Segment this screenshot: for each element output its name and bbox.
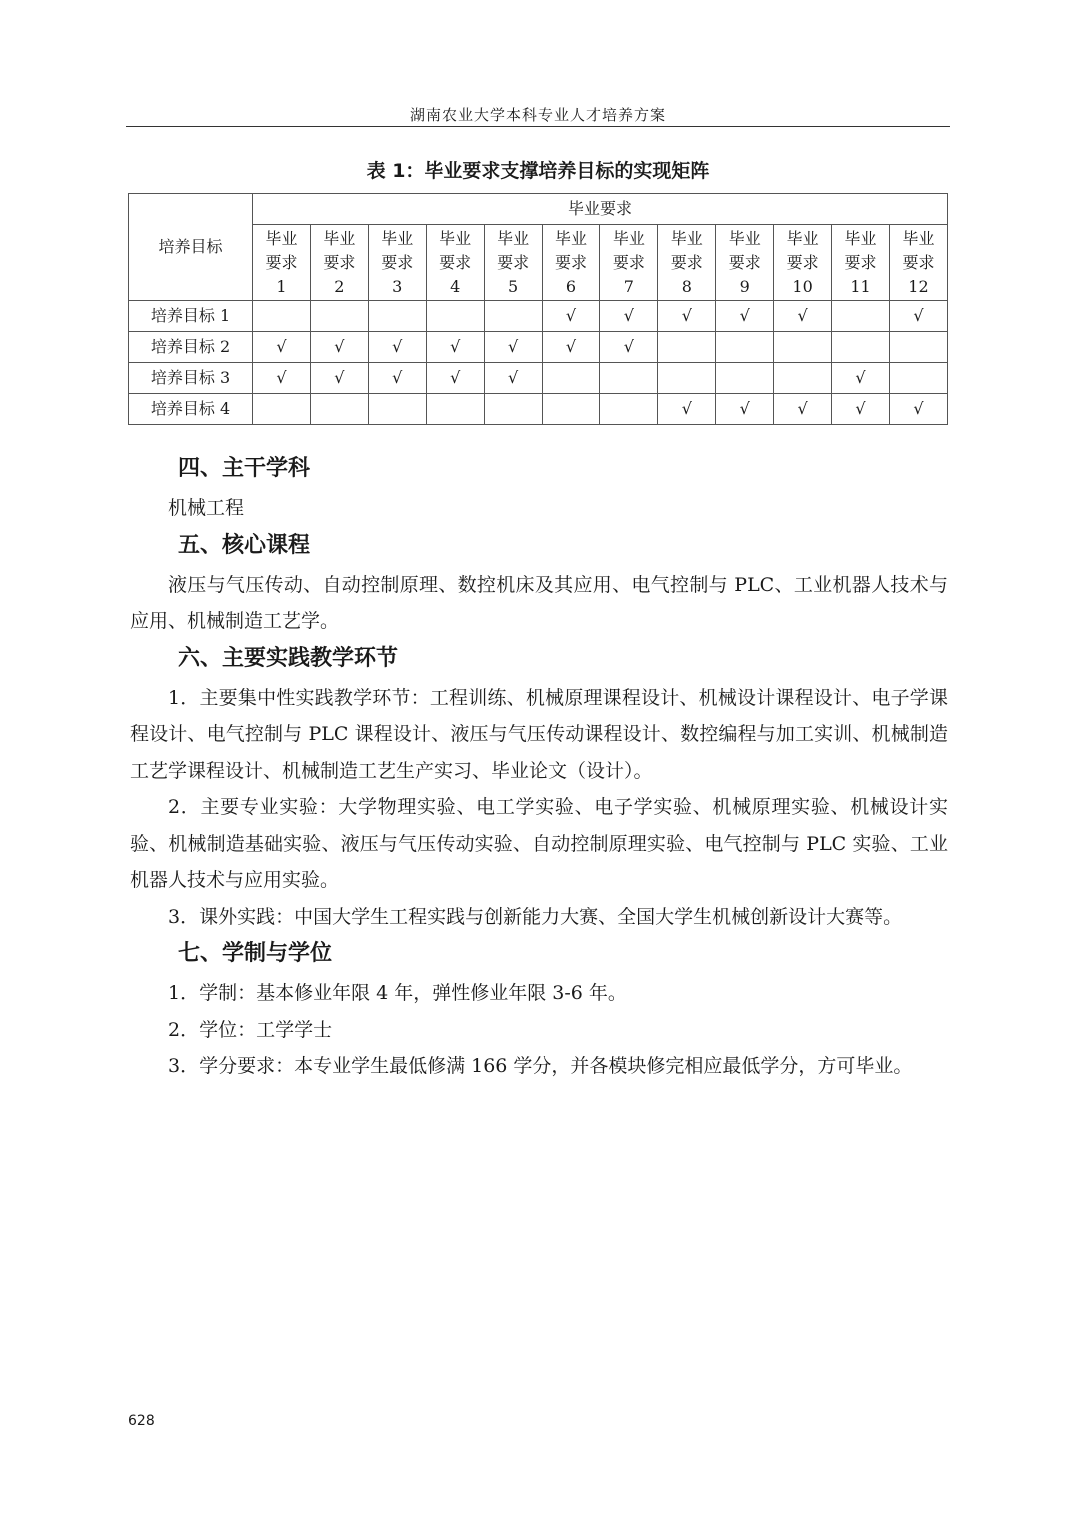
requirement-header-line: 要求 [844, 252, 877, 272]
requirement-header-line: 毕业 [497, 228, 530, 248]
matrix-cell [832, 301, 890, 332]
matrix-cell: √ [716, 394, 774, 425]
requirement-header-line: 要求 [728, 252, 761, 272]
matrix-cell: √ [658, 394, 716, 425]
requirement-header-line: 要求 [323, 252, 356, 272]
matrix-cell: √ [774, 301, 832, 332]
matrix-cell [658, 363, 716, 394]
matrix-cell [253, 394, 311, 425]
requirement-header-line: 9 [739, 276, 750, 296]
requirement-header-line: 毕业 [902, 228, 935, 248]
matrix-cell: √ [832, 394, 890, 425]
requirement-header-line: 毕业 [728, 228, 761, 248]
requirement-column-header [832, 225, 890, 301]
requirement-column-header [542, 225, 600, 301]
matrix-cell [658, 332, 716, 363]
matrix-cell [310, 394, 368, 425]
matrix-cell: √ [426, 363, 484, 394]
table-row [129, 363, 948, 394]
requirement-header-line: 10 [792, 276, 813, 296]
paragraph: 2．主要专业实验：大学物理实验、电工学实验、电子学实验、机械原理实验、机械设计实验、机械制造基础实验、液压与气压传动实验、自动控制原理实验、电气控制与 PLC 实验、工业机器人技术与应用实验。 [130, 796, 948, 891]
matrix-cell: √ [832, 363, 890, 394]
requirement-header-line: 5 [507, 276, 519, 296]
requirement-header-line: 要求 [265, 252, 298, 272]
matrix-cell: √ [542, 301, 600, 332]
matrix-cell: √ [253, 363, 311, 394]
page-number: 628 [128, 1413, 155, 1429]
matrix-cell [832, 332, 890, 363]
requirements-matrix-table [128, 193, 948, 425]
paragraph: 3．课外实践：中国大学生工程实践与创新能力大赛、全国大学生机械创新设计大赛等。 [168, 905, 903, 928]
requirement-header-line: 1 [276, 276, 287, 296]
corner-header: 培养目标 [129, 194, 253, 301]
matrix-cell [426, 301, 484, 332]
requirement-header-line: 6 [565, 276, 577, 296]
matrix-cell: √ [542, 332, 600, 363]
requirement-header-line: 要求 [786, 252, 819, 272]
requirement-column-header [774, 225, 832, 301]
paragraph: 1．主要集中性实践教学环节：工程训练、机械原理课程设计、机械设计课程设计、电子学课程设计、电气控制与 PLC 课程设计、液压与气压传动课程设计、数控编程与加工实训、机械制造工艺学课程设计、机械制造工艺生产实习、毕业论文（设计）。 [130, 686, 948, 782]
matrix-cell [484, 394, 542, 425]
header-rule [126, 126, 950, 127]
requirement-header-line: 要求 [670, 252, 703, 272]
section-heading: 四、主干学科 [178, 456, 311, 481]
matrix-cell: √ [484, 363, 542, 394]
requirement-header-line: 要求 [612, 252, 645, 272]
matrix-cell [484, 301, 542, 332]
matrix-cell: √ [484, 332, 542, 363]
matrix-cell: √ [889, 301, 947, 332]
requirement-header-line: 毕业 [786, 228, 819, 248]
matrix-cell: √ [310, 363, 368, 394]
row-label: 培养目标 1 [129, 301, 253, 332]
matrix-cell [774, 332, 832, 363]
matrix-cell: √ [600, 332, 658, 363]
requirement-column-header [253, 225, 311, 301]
requirement-header-line: 毕业 [381, 228, 414, 248]
matrix-cell [600, 394, 658, 425]
requirement-header-line: 要求 [439, 252, 472, 272]
requirement-header-line: 毕业 [265, 228, 298, 248]
matrix-cell [716, 332, 774, 363]
table-row [129, 301, 948, 332]
table-row [129, 394, 948, 425]
matrix-cell [716, 363, 774, 394]
requirement-column-header [426, 225, 484, 301]
requirement-header-line: 12 [908, 276, 929, 296]
requirement-header-line: 8 [681, 276, 692, 296]
requirement-header-line: 要求 [554, 252, 587, 272]
paragraph: 液压与气压传动、自动控制原理、数控机床及其应用、电气控制与 PLC、工业机器人技术与应用、机械制造工艺学。 [130, 573, 948, 632]
group-header: 毕业要求 [253, 194, 948, 225]
matrix-cell [368, 394, 426, 425]
paragraph: 3．学分要求：本专业学生最低修满 166 学分，并各模块修完相应最低学分，方可毕业。 [168, 1055, 913, 1077]
matrix-cell: √ [253, 332, 311, 363]
requirement-column-header [658, 225, 716, 301]
matrix-cell: √ [310, 332, 368, 363]
matrix-cell: √ [368, 332, 426, 363]
paragraph: 机械工程 [168, 497, 245, 519]
requirement-header-line: 毕业 [554, 228, 587, 248]
matrix-cell [310, 301, 368, 332]
requirement-header-line: 要求 [381, 252, 414, 272]
requirement-header-line: 4 [450, 276, 461, 296]
requirement-column-header [600, 225, 658, 301]
requirement-header-line: 要求 [497, 252, 530, 272]
row-label: 培养目标 4 [129, 394, 253, 425]
matrix-cell: √ [889, 394, 947, 425]
row-label: 培养目标 3 [129, 363, 253, 394]
requirement-header-line: 毕业 [323, 228, 356, 248]
table-row [129, 332, 948, 363]
paragraph: 2．学位：工学学士 [168, 1018, 333, 1041]
matrix-cell [600, 363, 658, 394]
matrix-cell [253, 301, 311, 332]
paragraph: 1．学制：基本修业年限 4 年，弹性修业年限 3-6 年。 [168, 982, 627, 1004]
requirement-header-line: 毕业 [844, 228, 877, 248]
requirement-header-line: 3 [392, 276, 403, 296]
row-label: 培养目标 2 [129, 332, 253, 363]
matrix-cell [542, 363, 600, 394]
main-content [130, 450, 948, 1085]
matrix-cell: √ [658, 301, 716, 332]
matrix-cell [774, 363, 832, 394]
requirement-column-header [716, 225, 774, 301]
matrix-cell [889, 363, 947, 394]
section-heading: 五、核心课程 [178, 532, 311, 558]
matrix-cell [542, 394, 600, 425]
requirement-header-line: 毕业 [439, 228, 472, 248]
matrix-body [129, 301, 948, 425]
matrix-cell: √ [600, 301, 658, 332]
table-caption: 表 1：毕业要求支撑培养目标的实现矩阵 [366, 160, 710, 182]
requirement-column-header [310, 225, 368, 301]
matrix-cell: √ [716, 301, 774, 332]
matrix-cell [368, 301, 426, 332]
requirement-header-line: 7 [623, 276, 634, 296]
requirement-column-header [484, 225, 542, 301]
matrix-cell: √ [368, 363, 426, 394]
requirement-header-line: 毕业 [670, 228, 703, 248]
requirement-column-header [368, 225, 426, 301]
running-header: 湖南农业大学本科专业人才培养方案 [409, 106, 666, 124]
section-heading: 六、主要实践教学环节 [178, 645, 399, 671]
requirement-header-line: 毕业 [612, 228, 645, 248]
requirement-header-line: 要求 [902, 252, 935, 272]
matrix-cell: √ [774, 394, 832, 425]
requirement-column-header [889, 225, 947, 301]
matrix-cell: √ [426, 332, 484, 363]
section-heading: 七、学制与学位 [178, 941, 333, 966]
matrix-cell [426, 394, 484, 425]
requirement-header-line: 2 [334, 276, 345, 296]
matrix-cell [889, 332, 947, 363]
requirement-header-line: 11 [850, 276, 871, 296]
